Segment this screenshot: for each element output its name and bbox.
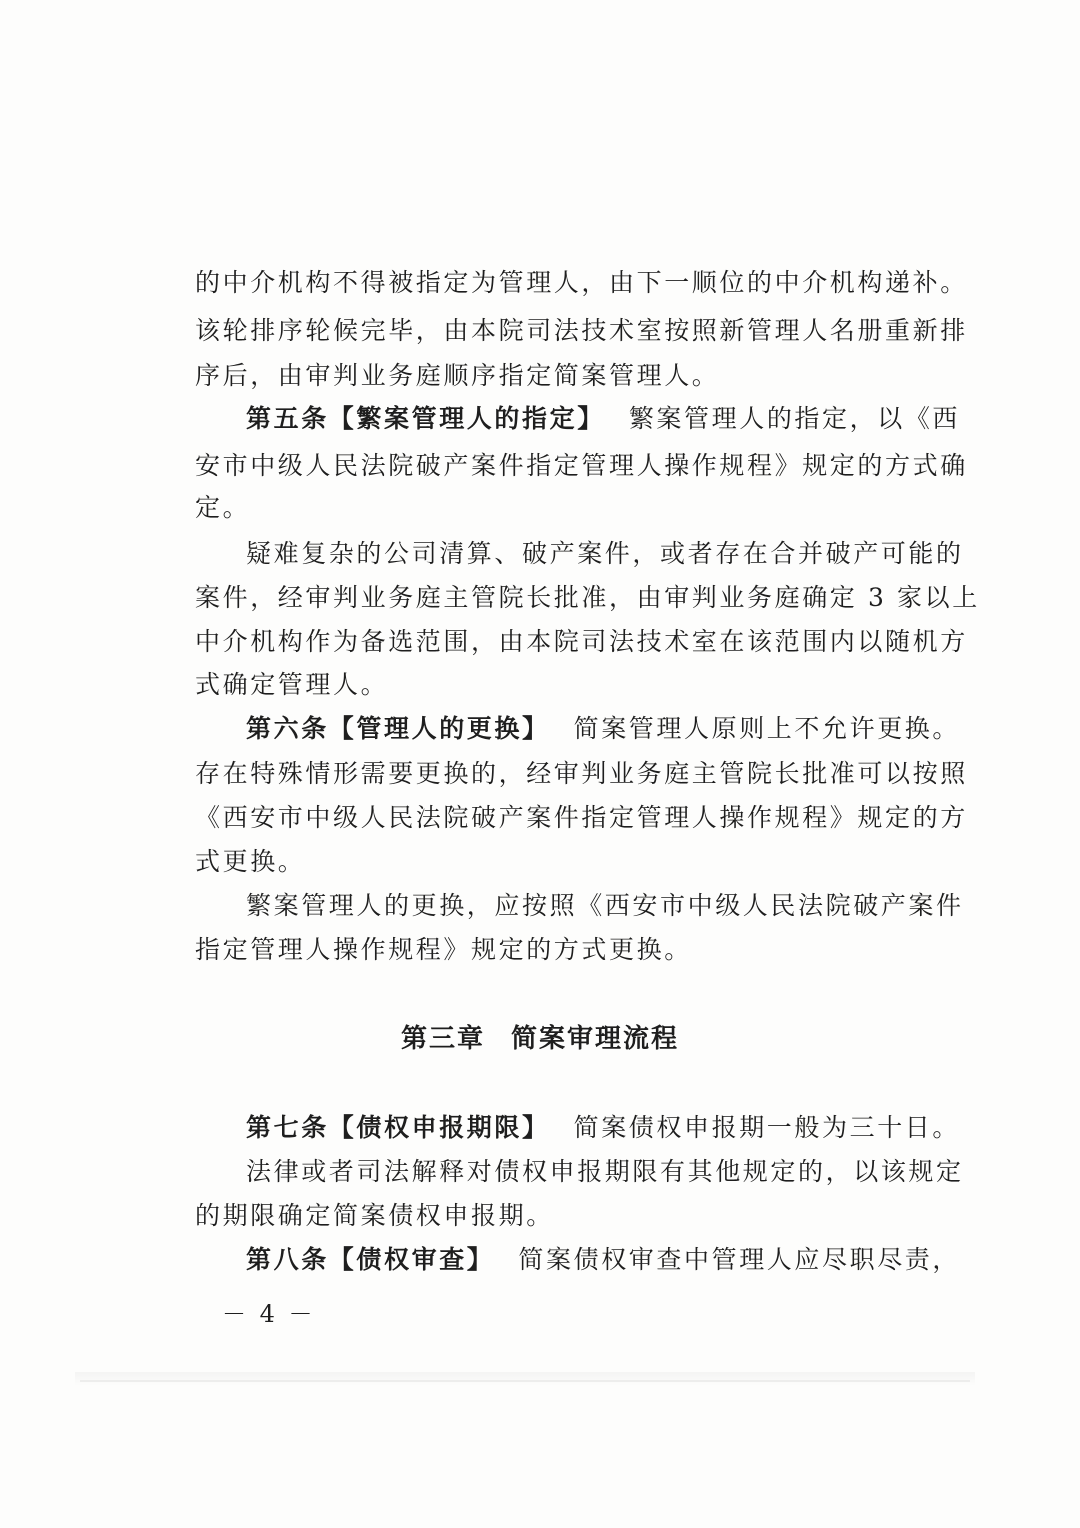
text-line: 的中介机构不得被指定为管理人，由下一顺位的中介机构递补。 <box>195 268 968 297</box>
text-line: 的期限确定简案债权申报期。 <box>195 1201 554 1230</box>
text-line: 式更换。 <box>195 847 306 876</box>
article-6-heading: 第六条【管理人的更换】 <box>246 714 550 743</box>
text-line: 中介机构作为备选范围，由本院司法技术室在该范围内以随机方 <box>195 627 968 656</box>
text-line: 式确定管理人。 <box>195 670 389 699</box>
article-5-paragraph <box>246 404 961 434</box>
chapter-heading <box>0 1023 1080 1055</box>
chapter-number: 第三章 <box>400 1024 485 1054</box>
text-segment: 繁案管理人的指定，以《西 <box>628 404 961 433</box>
article-7-heading: 第七条【债权申报期限】 <box>246 1113 550 1142</box>
text-line: 《西安市中级人民法院破产案件指定管理人操作规程》规定的方 <box>195 803 968 832</box>
article-8-heading: 第八条【债权审查】 <box>246 1245 495 1274</box>
text-line: 该轮排序轮候完毕，由本院司法技术室按照新管理人名册重新排 <box>195 316 968 345</box>
text-line: 案件，经审判业务庭主管院长批准，由审判业务庭确定 3 家以上 <box>195 583 980 612</box>
text-line: 定。 <box>195 493 251 522</box>
text-segment: 简案债权申报期一般为三十日。 <box>573 1113 961 1142</box>
text-line: 序后，由审判业务庭顺序指定简案管理人。 <box>195 361 720 390</box>
text-line: 疑难复杂的公司清算、破产案件，或者存在合并破产可能的 <box>246 539 964 568</box>
text-line: 法律或者司法解释对债权申报期限有其他规定的，以该规定 <box>246 1157 964 1186</box>
text-segment: 简案债权审查中管理人应尽职尽责， <box>518 1245 961 1274</box>
text-segment: 简案管理人原则上不允许更换。 <box>573 714 961 743</box>
text-line: 存在特殊情形需要更换的，经审判业务庭主管院长批准可以按照 <box>195 759 968 788</box>
article-8-paragraph <box>246 1245 961 1275</box>
article-5-heading: 第五条【繁案管理人的指定】 <box>246 404 605 433</box>
text-line: 繁案管理人的更换，应按照《西安市中级人民法院破产案件 <box>246 891 964 920</box>
text-line: 安市中级人民法院破产案件指定管理人操作规程》规定的方式确 <box>195 451 968 480</box>
text-line: 指定管理人操作规程》规定的方式更换。 <box>195 935 692 964</box>
chapter-title: 简案审理流程 <box>511 1024 680 1054</box>
article-7-paragraph <box>246 1113 961 1143</box>
page-number: － 4 － <box>222 1300 316 1328</box>
scan-edge-shadow <box>75 1372 975 1386</box>
article-6-paragraph <box>246 714 961 744</box>
scan-edge-line <box>80 1380 970 1382</box>
